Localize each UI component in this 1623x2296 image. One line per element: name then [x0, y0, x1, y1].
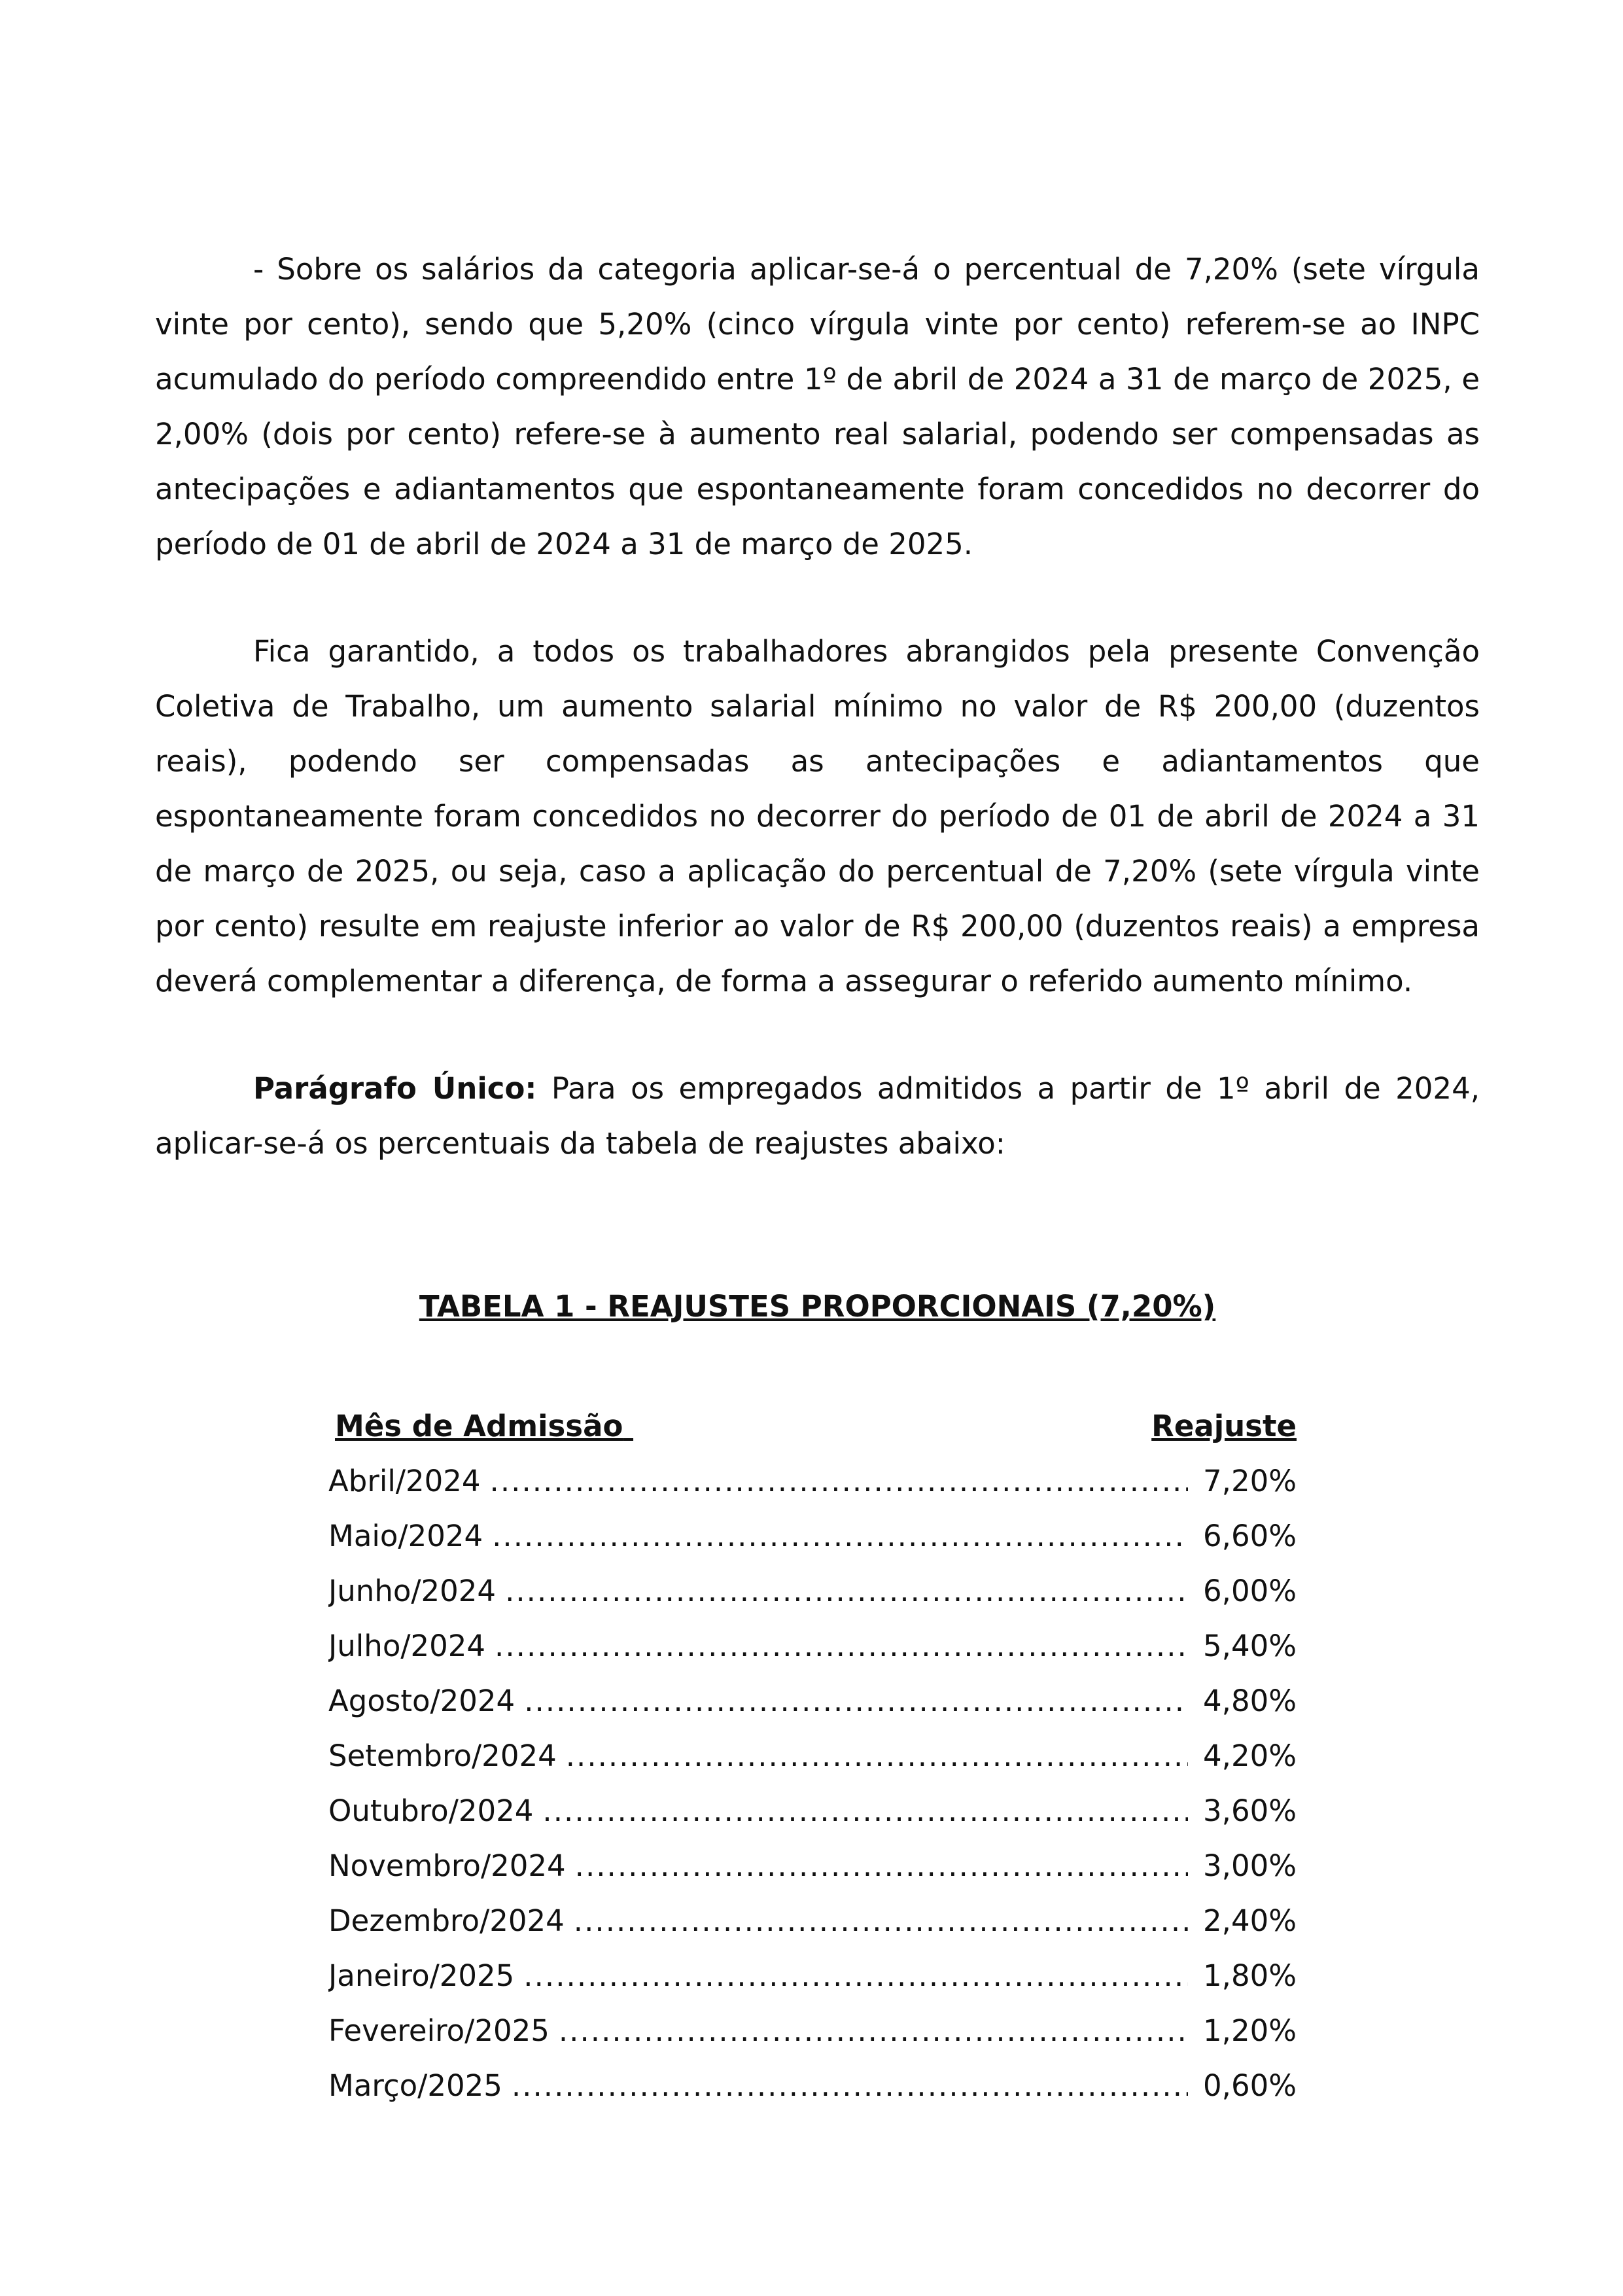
row-percentage: 1,80% [1203, 1958, 1297, 1993]
row-month: Setembro/2024 [328, 1739, 557, 1773]
row-percentage: 2,40% [1203, 1903, 1297, 1938]
row-month: Dezembro/2024 [328, 1903, 565, 1938]
table-rows [328, 1454, 1297, 2113]
table-row [328, 1784, 1297, 1839]
table-row [328, 1509, 1297, 1564]
row-month: Maio/2024 [328, 1519, 483, 1553]
table-row [328, 1674, 1297, 1729]
row-percentage: 7,20% [1203, 1464, 1297, 1498]
row-dot-leader [542, 1784, 1188, 1839]
table-row [328, 1729, 1297, 1784]
table-row [328, 1894, 1297, 1949]
table-row [328, 1619, 1297, 1674]
table-header [328, 1399, 1297, 1454]
table-title: TABELA 1 - REAJUSTES PROPORCIONAIS (7,20%) [419, 1289, 1216, 1324]
paragraph-single-text: Para os empregados admitidos a partir de 1º abril de 2024, aplicar-se-á os percentuais da tabela de reajustes abaixo: [155, 1071, 1480, 1161]
paragraph-single-label: Parágrafo Único: [253, 1071, 537, 1106]
table-row [328, 2058, 1297, 2113]
row-percentage: 4,20% [1203, 1739, 1297, 1773]
row-dot-leader [505, 1564, 1188, 1619]
row-percentage: 0,60% [1203, 2068, 1297, 2103]
row-percentage: 3,00% [1203, 1848, 1297, 1883]
row-dot-leader [575, 1839, 1188, 1894]
paragraph-single [155, 1061, 1480, 1171]
row-month: Novembro/2024 [328, 1848, 566, 1883]
table-row [328, 1839, 1297, 1894]
row-percentage: 3,60% [1203, 1793, 1297, 1828]
document-page [155, 242, 1480, 2103]
table-row [328, 1564, 1297, 1619]
row-dot-leader [559, 2004, 1188, 2058]
row-dot-leader [492, 1509, 1188, 1564]
row-dot-leader [524, 1674, 1188, 1729]
column-header-adjustment: Reajuste [1151, 1409, 1297, 1443]
column-header-month: Mês de Admissão [335, 1409, 623, 1443]
header-underline-spacer [623, 1399, 1151, 1454]
row-dot-leader [512, 2058, 1188, 2113]
row-percentage: 1,20% [1203, 2013, 1297, 2048]
paragraph-minimum-increase: Fica garantido, a todos os trabalhadores abrangidos pela presente Convenção Coletiva de Trabalho, um aumento salarial mínimo no valor de R$ 200,00 (duzentos reais), podendo ser compensadas as antecipações e adiantamentos que espontaneamente foram concedidos no decorrer do período de 01 de abril de 2024 a 31 de março de 2025, ou seja, caso a aplicação do percentual de 7,20% (sete vírgula vinte por cento) resulte em reajuste inferior ao valor de R$ 200,00 (duzentos reais) a empresa deverá complementar a diferença, de forma a assegurar o referido aumento mínimo. [155, 634, 1480, 998]
row-dot-leader [574, 1894, 1188, 1949]
row-percentage: 5,40% [1203, 1629, 1297, 1663]
row-month: Outubro/2024 [328, 1793, 534, 1828]
table-row [328, 2004, 1297, 2058]
row-month: Abril/2024 [328, 1464, 481, 1498]
row-dot-leader [523, 1949, 1188, 2004]
row-month: Janeiro/2025 [328, 1958, 515, 1993]
row-month: Julho/2024 [328, 1629, 486, 1663]
row-dot-leader [490, 1454, 1188, 1509]
row-dot-leader [495, 1619, 1188, 1674]
row-month: Agosto/2024 [328, 1684, 515, 1718]
adjustment-table [328, 1399, 1297, 2113]
table-row [328, 1949, 1297, 2004]
paragraph-salary-percentage: - Sobre os salários da categoria aplicar-se-á o percentual de 7,20% (sete vírgula vinte por cento), sendo que 5,20% (cinco vírgula vinte por cento) referem-se ao INPC acumulado do período compreendido entre 1º de abril de 2024 a 31 de março de 2025, e 2,00% (dois por cento) refere-se à aumento real salarial, podendo ser compensadas as antecipações e adiantamentos que espontaneamente foram concedidos no decorrer do período de 01 de abril de 2024 a 31 de março de 2025. [155, 252, 1480, 561]
row-percentage: 4,80% [1203, 1684, 1297, 1718]
row-percentage: 6,00% [1203, 1574, 1297, 1608]
row-dot-leader [566, 1729, 1188, 1784]
table-row [328, 1454, 1297, 1509]
row-percentage: 6,60% [1203, 1519, 1297, 1553]
row-month: Fevereiro/2025 [328, 2013, 550, 2048]
row-month: Junho/2024 [328, 1574, 497, 1608]
row-month: Março/2025 [328, 2068, 502, 2103]
